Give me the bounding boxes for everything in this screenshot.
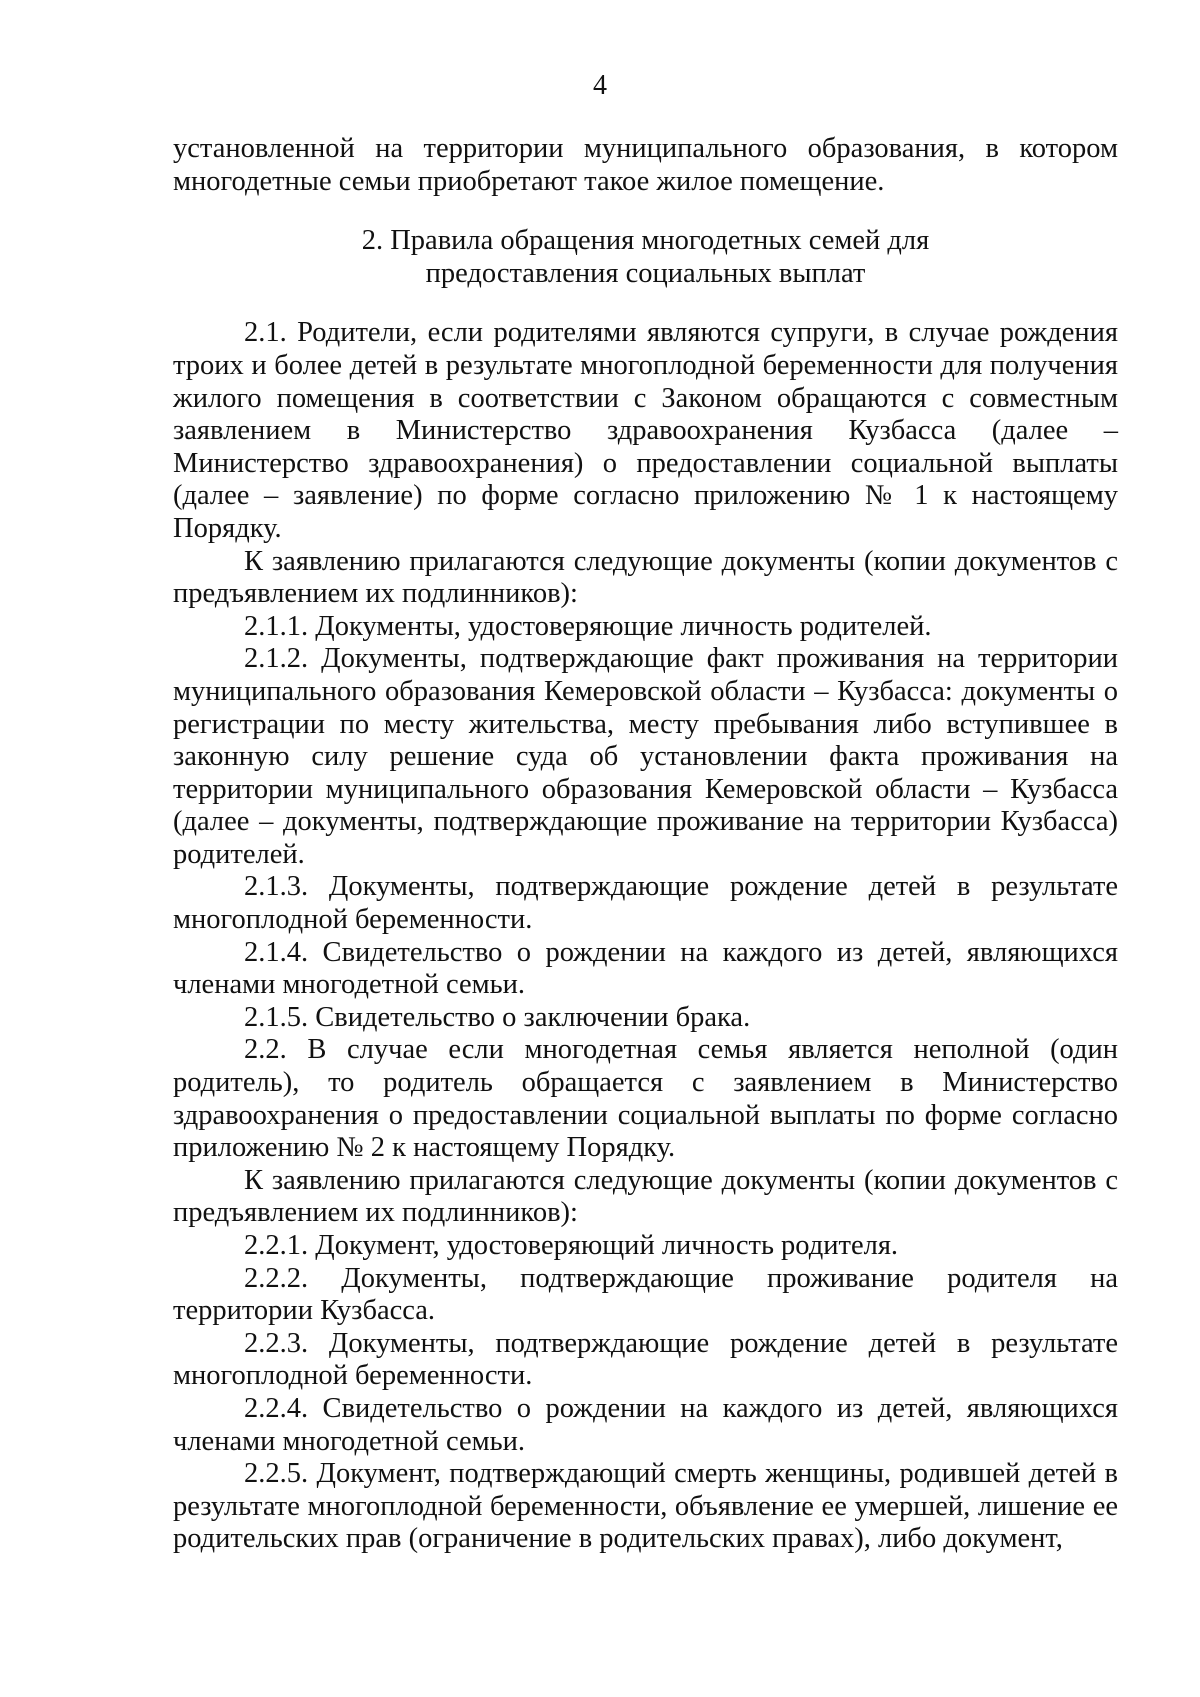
section-heading-line-1: 2. Правила обращения многодетных семей для (361, 225, 930, 257)
paragraph-2-1-2: 2.1.2. Документы, подтверждающие факт проживания на территории муниципального образования Кемеровской области – Кузбасса: документы о регистрации по месту жительства, месту пребывания либо вступившее в законную силу решение суда об установлении факта проживания на территории муниципального образования Кемеровской области – Кузбасса (далее – документы, подтверждающие проживание на территории Кузбасса) родителей. (173, 643, 1118, 870)
paragraph-2-2-1: 2.2.1. Документ, удостоверяющий личность родителя. (244, 1230, 899, 1261)
document-body (173, 133, 1118, 1556)
paragraph-2-1: 2.1. Родители, если родителями являются супруги, в случае рождения троих и более детей в результате многоплодной беременности для получения жилого помещения в соответствии с Законом обращаются с совместным заявлением в Министерство здравоохранения Кузбасса (далее – Министерство здравоохранения) о предоставлении социальной выплаты (далее – заявление) по форме согласно приложению № 1 к настоящему Порядку. (173, 317, 1118, 544)
paragraph-attachments-intro-2: К заявлению прилагаются следующие документы (копии документов с предъявлением их подлинников): (173, 1164, 1118, 1229)
paragraph-2-1-3: 2.1.3. Документы, подтверждающие рождение детей в результате многоплодной беременности. (173, 871, 1118, 936)
paragraph-2-2-2: 2.2.2. Документы, подтверждающие проживание родителя на территории Кузбасса. (173, 1262, 1118, 1327)
paragraph-attachments-intro-1: К заявлению прилагаются следующие документы (копии документов с предъявлением их подлинников): (173, 545, 1118, 610)
section-heading-line-2: предоставления социальных выплат (425, 257, 866, 289)
paragraph-2-2-5: 2.2.5. Документ, подтверждающий смерть женщины, родившей детей в результате многоплодной беременности, объявление ее умершей, лишение ее родительских прав (ограничение в родительских правах), либо документ, (173, 1458, 1118, 1555)
intro-paragraph: установленной на территории муниципального образования, в котором многодетные семьи приобретают такое жилое помещение. (173, 133, 1118, 197)
page-number: 4 (593, 70, 607, 101)
paragraph-2-2: 2.2. В случае если многодетная семья является неполной (один родитель), то родитель обращается с заявлением в Министерство здравоохранения о предоставлении социальной выплаты по форме согласно приложению № 2 к настоящему Порядку. (173, 1034, 1118, 1164)
paragraph-2-1-5: 2.1.5. Свидетельство о заключении брака. (244, 1001, 751, 1033)
paragraph-2-2-3: 2.2.3. Документы, подтверждающие рождение детей в результате многоплодной беременности. (173, 1327, 1118, 1392)
paragraph-2-2-4: 2.2.4. Свидетельство о рождении на каждого из детей, являющихся членами многодетной семьи. (173, 1392, 1118, 1457)
section-heading (173, 225, 1118, 290)
paragraph-2-1-1: 2.1.1. Документы, удостоверяющие личность родителей. (244, 610, 932, 642)
paragraph-2-1-4: 2.1.4. Свидетельство о рождении на каждого из детей, являющихся членами многодетной семьи. (173, 936, 1118, 1001)
